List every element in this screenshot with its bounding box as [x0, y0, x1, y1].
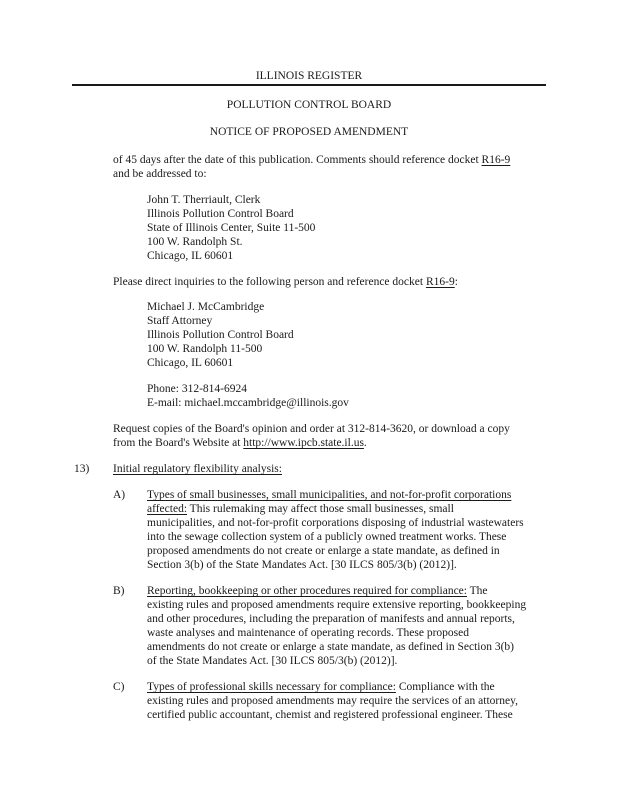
contact-address-line: Illinois Pollution Control Board [147, 329, 294, 341]
item-a-line: proposed amendments do not create or enlarge a state mandate, as defined in [147, 545, 500, 557]
item-b-line: of the State Mandates Act. [30 ILCS 805/3(b) (2012)]. [147, 655, 398, 667]
board-website-link[interactable]: http://www.ipcb.state.il.us [243, 437, 364, 449]
request-line-2: from the Board's Website at http://www.ipcb.state.il.us. [113, 437, 367, 449]
notice-title: NOTICE OF PROPOSED AMENDMENT [209, 126, 409, 138]
item-b-line: waste analyses and maintenance of operating records. These proposed [147, 627, 469, 639]
inquiries-line: Please direct inquiries to the following person and reference docket R16-9: [113, 276, 458, 288]
contact-email[interactable]: E-mail: michael.mccambridge@illinois.gov [147, 397, 349, 409]
clerk-address-line: 100 W. Randolph St. [147, 236, 243, 248]
item-b-line: existing rules and proposed amendments require extensive reporting, bookkeeping [147, 599, 527, 611]
contact-phone: Phone: 312-814-6924 [147, 383, 247, 395]
item-b-heading: Reporting, bookkeeping or other procedures required for compliance: [147, 585, 467, 597]
contact-address-line: Staff Attorney [147, 315, 213, 327]
item-b-line: and other procedures, including the preparation of manifests and annual reports, [147, 613, 515, 625]
clerk-address-line: John T. Therriault, Clerk [147, 194, 261, 206]
clerk-address-line: Illinois Pollution Control Board [147, 208, 294, 220]
item-c-letter: C) [113, 681, 125, 693]
request-line-1: Request copies of the Board's opinion and order at 312-814-3620, or download a copy [113, 423, 510, 435]
item-a-heading: Types of small businesses, small municipalities, and not-for-profit corporations [147, 489, 512, 501]
item-b-line: amendments do not create or enlarge a state mandate, as defined in Section 3(b) [147, 641, 515, 653]
docket-reference: R16-9 [425, 276, 455, 288]
item-c-line: existing rules and proposed amendments may require the services of an attorney, [147, 695, 518, 707]
item-c-heading: Types of professional skills necessary for compliance: [147, 681, 396, 693]
item-a-line: affected: This rulemaking may affect those small businesses, small [147, 503, 454, 515]
intro-line-2: and be addressed to: [113, 168, 207, 180]
item-a-line: Section 3(b) of the State Mandates Act. [30 ILCS 805/3(b) (2012)]. [147, 559, 457, 571]
contact-address-line: 100 W. Randolph 11-500 [147, 343, 263, 355]
contact-address-line: Michael J. McCambridge [147, 301, 265, 313]
section-title: Initial regulatory flexibility analysis: [113, 463, 282, 475]
intro-line-1: of 45 days after the date of this publication. Comments should reference docket R16-9 [113, 154, 511, 166]
docket-reference: R16-9 [481, 154, 511, 166]
section-number: 13) [74, 463, 90, 475]
register-title: ILLINOIS REGISTER [255, 70, 363, 82]
item-b-line: Reporting, bookkeeping or other procedures required for compliance: The [147, 585, 488, 597]
contact-address-line: Chicago, IL 60601 [147, 357, 234, 369]
item-a-line: municipalities, and not-for-profit corporations disposing of industrial wastewaters [147, 517, 524, 529]
agency-title: POLLUTION CONTROL BOARD [226, 99, 392, 111]
item-c-line: certified public accountant, chemist and registered professional engineer. These [147, 709, 513, 721]
clerk-address-line: Chicago, IL 60601 [147, 250, 234, 262]
item-a-line: into the sewage collection system of a publicly owned treatment works. These [147, 531, 507, 543]
item-a-letter: A) [113, 489, 126, 501]
item-b-letter: B) [113, 585, 125, 597]
clerk-address-line: State of Illinois Center, Suite 11-500 [147, 222, 316, 234]
header-rule [72, 84, 546, 86]
item-c-line: Types of professional skills necessary for compliance: Compliance with the [147, 681, 495, 693]
